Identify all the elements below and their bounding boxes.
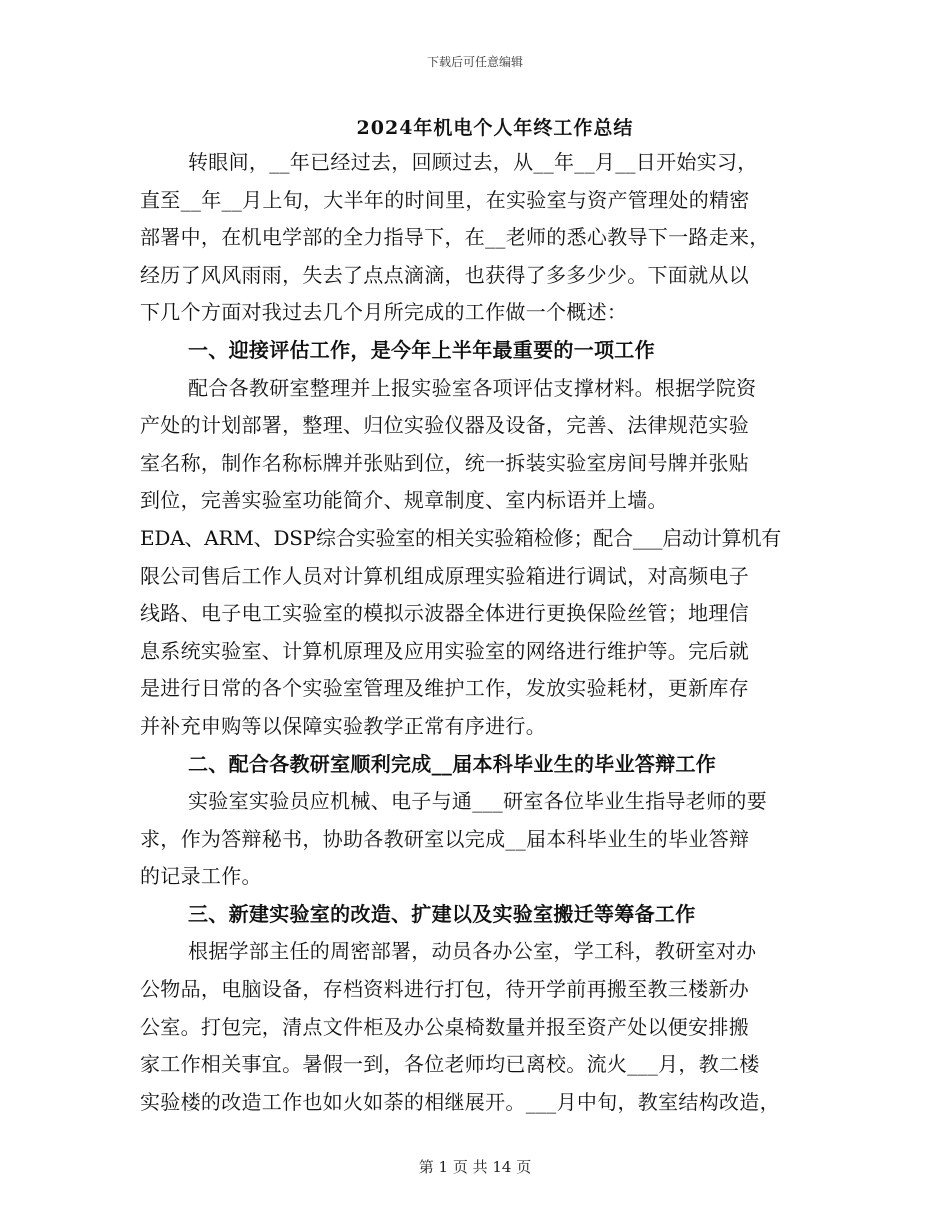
body-line: 求，作为答辩秘书，协助各教研室以完成__届本科毕业生的毕业答辩 [140, 826, 750, 851]
document-title: 2024年机电个人年终工作总结 [356, 117, 634, 139]
section-heading: 二、配合各教研室顺利完成__届本科毕业生的毕业答辩工作 [188, 751, 717, 776]
section-heading: 三、新建实验室的改造、扩建以及实验室搬迁等筹备工作 [188, 901, 696, 926]
body-line: 实验室实验员应机械、电子与通___研室各位毕业生指导老师的要 [188, 789, 767, 814]
body-line: 息系统实验室、计算机原理及应用实验室的网络进行维护等。完后就 [140, 638, 749, 663]
body-line: 下几个方面对我过去几个月所完成的工作做一个概述： [140, 300, 628, 325]
body-line: 线路、电子电工实验室的模拟示波器全体进行更换保险丝管；地理信 [140, 601, 749, 626]
body-line: 家工作相关事宜。暑假一到，各位老师均已离校。流火___月，教二楼 [140, 1052, 760, 1077]
section-heading: 一、迎接评估工作，是今年上半年最重要的一项工作 [188, 337, 655, 362]
body-line: 产处的计划部署，整理、归位实验仪器及设备，完善、法律规范实验 [140, 413, 749, 438]
body-line: 转眼间，__年已经过去，回顾过去，从__年__月__日开始实习， [188, 150, 758, 174]
body-line: 是进行日常的各个实验室管理及维护工作，发放实验耗材，更新库存 [140, 676, 749, 701]
body-line: 配合各教研室整理并上报实验室各项评估支撑材料。根据学院资 [188, 375, 757, 400]
body-line: 室名称，制作名称标牌并张贴到位，统一拆装实验室房间号牌并张贴 [140, 450, 749, 475]
body-line: 到位，完善实验室功能简介、规章制度、室内标语并上墙。 [140, 488, 668, 513]
body-line: 公室。打包完，清点文件柜及办公桌椅数量并报至资产处以便安排搬 [140, 1014, 749, 1039]
body-line: 经历了风风雨雨，失去了点点滴滴，也获得了多多少少。下面就从以 [140, 262, 749, 287]
body-line: 限公司售后工作人员对计算机组成原理实验箱进行调试，对高频电子 [140, 563, 749, 588]
body-line: EDA、ARM、DSP综合实验室的相关实验箱检修；配合___启动计算机有 [140, 525, 782, 550]
body-line: 部署中，在机电学部的全力指导下，在__老师的悉心教导下一路走来， [140, 225, 770, 250]
header-note: 下载后可任意编辑 [426, 55, 523, 69]
body-text [140, 144, 820, 1121]
body-line: 公物品，电脑设备，存档资料进行打包，待开学前再搬至教三楼新办 [140, 977, 749, 1002]
body-line: 直至__年__月上旬，大半年的时间里，在实验室与资产管理处的精密 [140, 187, 750, 212]
body-line: 并补充申购等以保障实验教学正常有序进行。 [140, 713, 546, 738]
body-line: 的记录工作。 [140, 864, 262, 889]
page-footer: 第 1 页 共 14 页 [418, 1158, 532, 1176]
body-line: 根据学部主任的周密部署，动员各办公室，学工科，教研室对办 [188, 939, 757, 964]
body-line: 实验楼的改造工作也如火如荼的相继展开。___月中旬，教室结构改造， [140, 1089, 780, 1114]
